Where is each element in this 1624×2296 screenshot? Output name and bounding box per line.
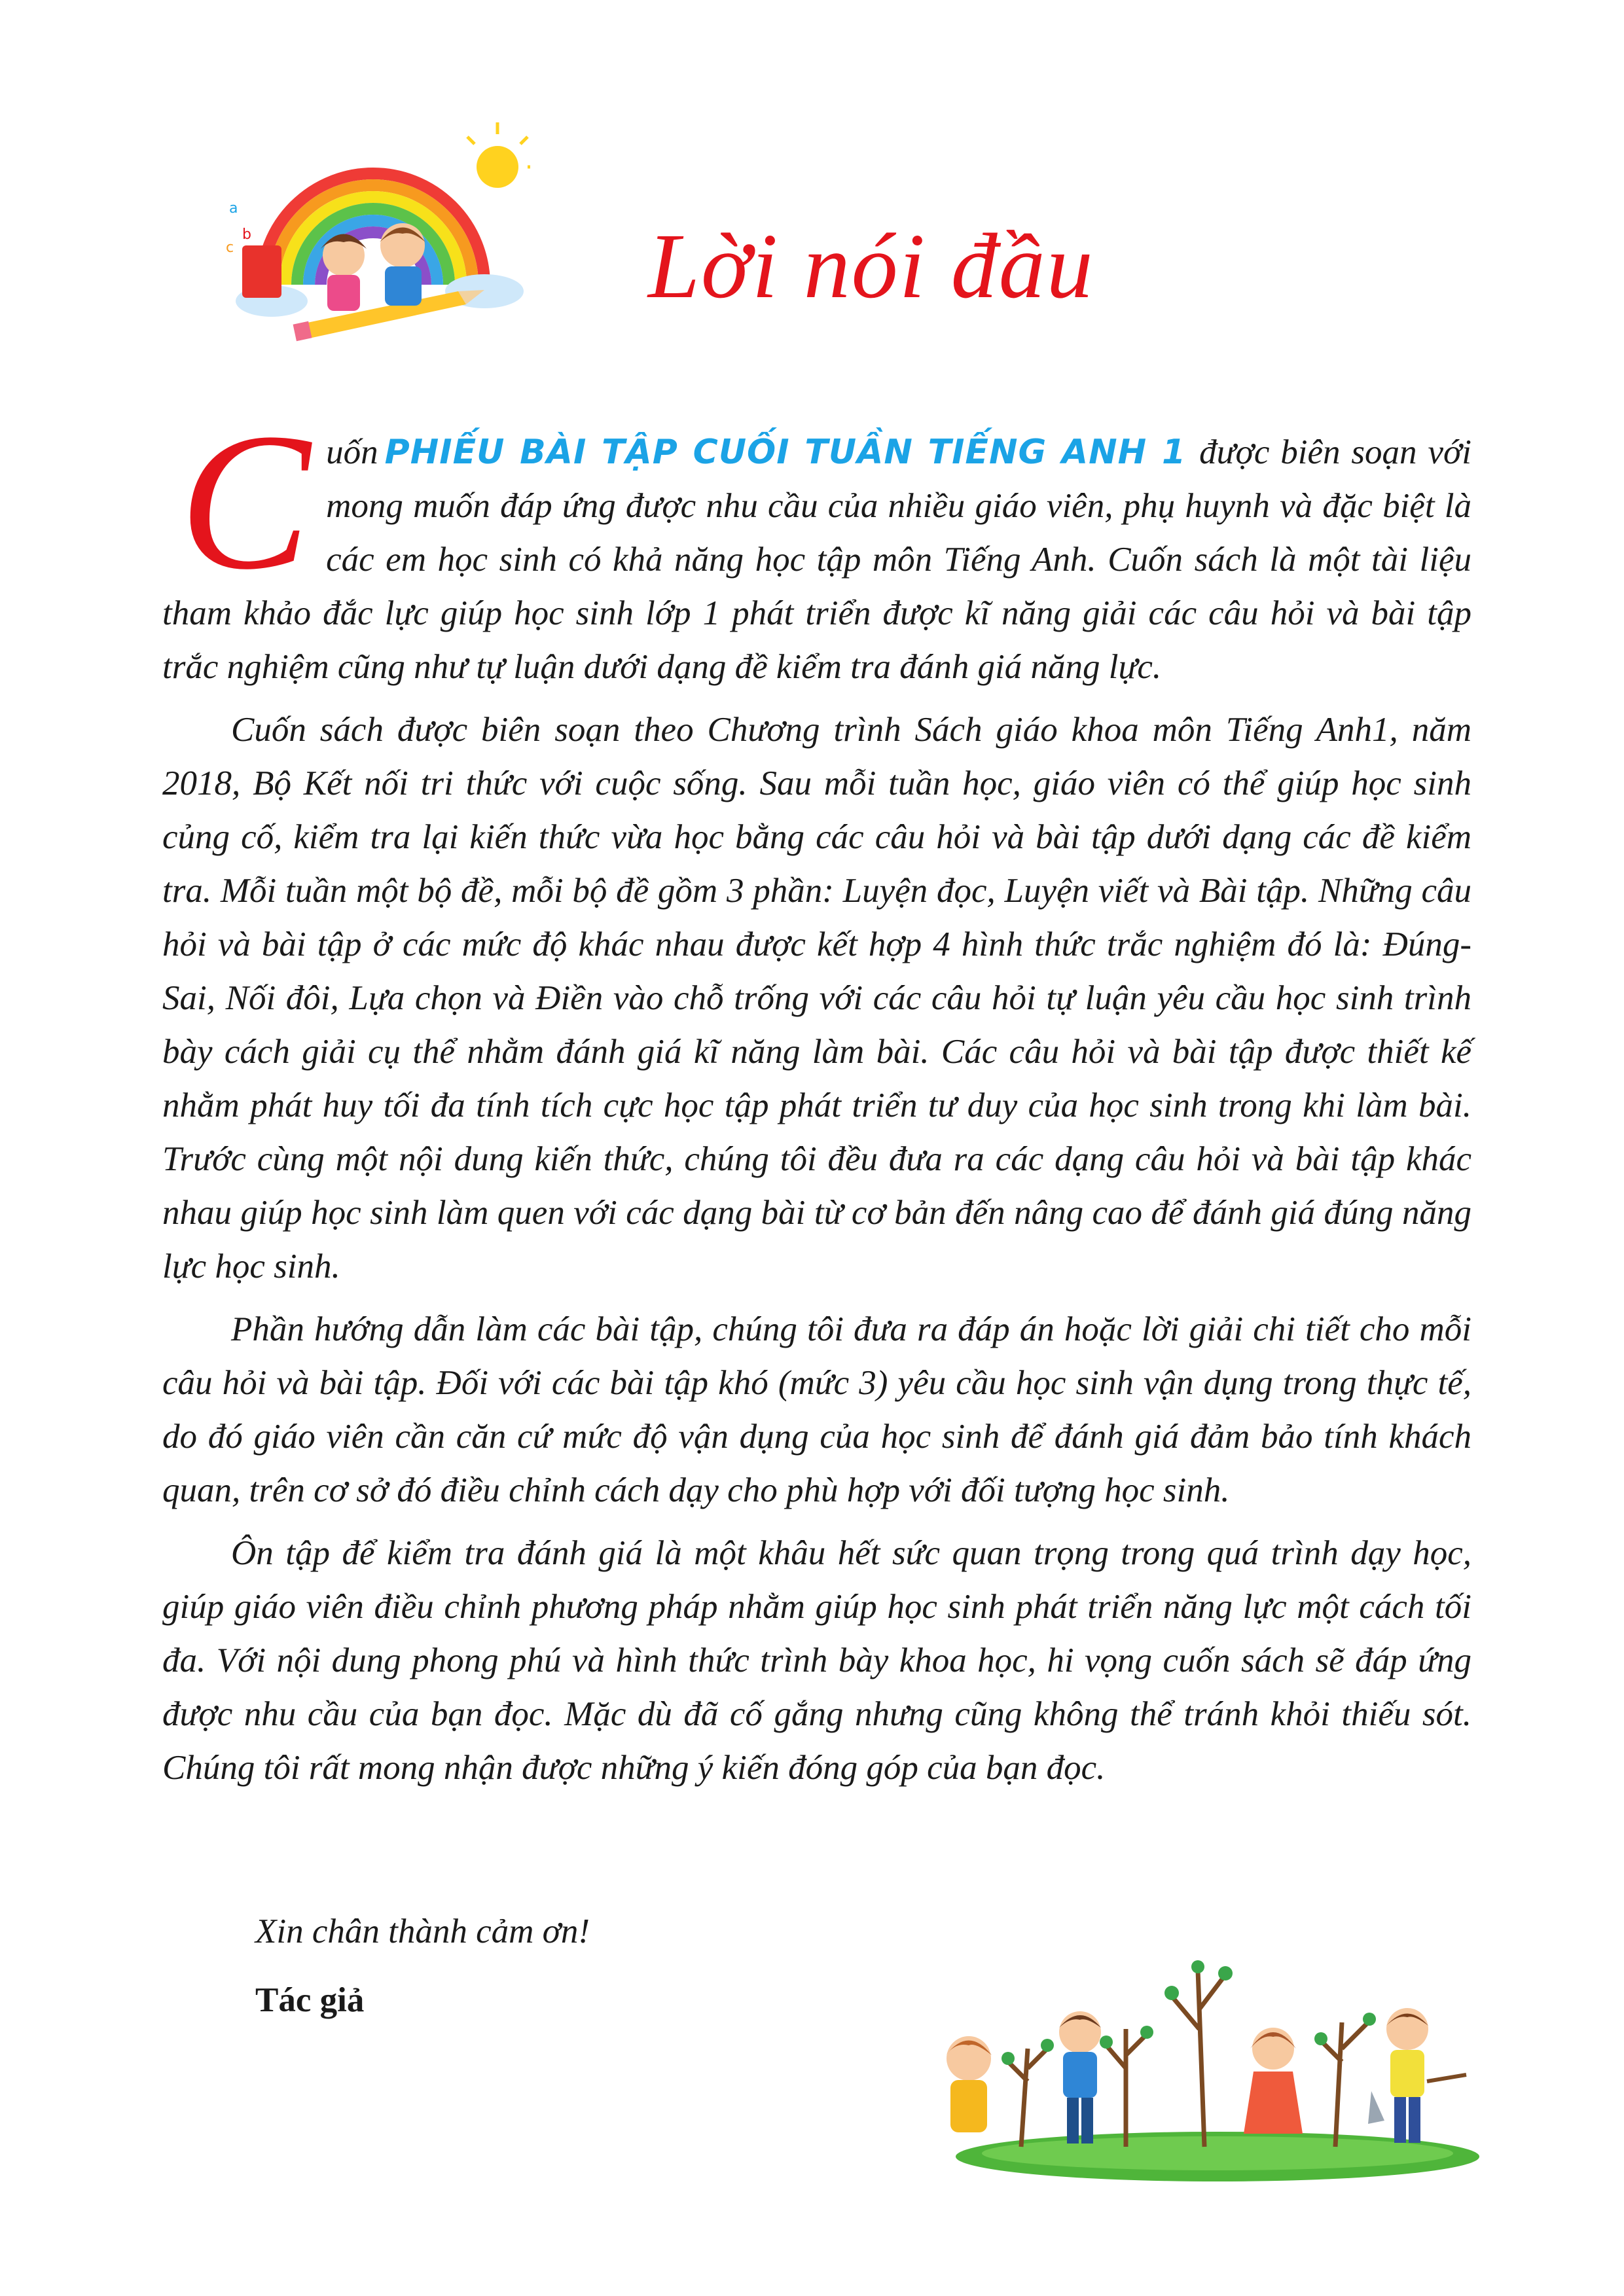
svg-text:a: a	[229, 200, 238, 217]
paragraph-4: Ôn tập để kiểm tra đánh giá là một khâu hết sức quan trọng trong quá trình dạy học, giúp giáo viên điều chỉnh phương pháp nhằm giúp học sinh phát triển năng lực một cách tối đa. Với nội dung phong phú và hình thức trình bày khoa học, hi vọng cuốn sách sẽ đáp ứng được nhu cầu của bạn đọc. Mặc dù đã cố gắng nhưng cũng không thể tránh khỏi thiếu sót. Chúng tôi rất mong nhận được những ý kiến đóng góp của bạn đọc.	[162, 1534, 1471, 1787]
drop-cap: C	[179, 393, 311, 610]
author-signature: Tác giả	[255, 1981, 365, 2019]
intro-text: được biên soạn với mong muốn đáp ứng được nhu cầu của nhiều giáo viên, phụ huynh và đặc biệt là các em học sinh có khả năng học tập môn Tiếng Anh. Cuốn sách là một tài liệu tham khảo đắc lực giúp học sinh lớp 1 phát triển được kĩ năng giải các câu hỏi và bài tập trắc nghiệm cũng như tự luận dưới dạng đề kiểm tra đánh giá năng lực.	[162, 433, 1471, 686]
intro-lead: uốn	[326, 433, 378, 471]
thanks-line: Xin chân thành cảm ơn!	[255, 1912, 590, 1950]
svg-text:b: b	[242, 226, 251, 243]
children-planting-trees-illustration	[910, 1950, 1499, 2186]
book-title: PHIẾU BÀI TẬP CUỐI TUẦN TIẾNG ANH 1	[384, 433, 1187, 472]
intro-paragraph	[162, 393, 1471, 694]
svg-text:c: c	[226, 240, 234, 256]
paragraph-3: Phần hướng dẫn làm các bài tập, chúng tôi đưa ra đáp án hoặc lời giải chi tiết cho mỗi câu hỏi và bài tập. Đối với các bài tập khó (mức 3) yêu cầu học sinh vận dụng trong thực tế, do đó giáo viên cần căn cứ mức độ vận dụng của học sinh để đánh giá đảm bảo tính khách quan, trên cơ sở đó điều chỉnh cách dạy cho phù hợp với đối tượng học sinh.	[162, 1310, 1471, 1509]
page-title: Lời nói đầu	[648, 214, 1094, 317]
children-rainbow-pencil-illustration	[223, 115, 537, 357]
preface-body	[162, 393, 1471, 1804]
paragraph-2: Cuốn sách được biên soạn theo Chương trình Sách giáo khoa môn Tiếng Anh1, năm 2018, Bộ Kết nối tri thức với cuộc sống. Sau mỗi tuần học, giáo viên có thể giúp học sinh củng cố, kiểm tra lại kiến thức vừa học bằng các câu hỏi và bài tập dưới dạng các đề kiểm tra. Mỗi tuần một bộ đề, mỗi bộ đề gồm 3 phần: Luyện đọc, Luyện viết và Bài tập. Những câu hỏi và bài tập ở các mức độ khác nhau được kết hợp 4 hình thức trắc nghiệm đó là: Đúng-Sai, Nối đôi, Lựa chọn và Điền vào chỗ trống với các câu hỏi tự luận yêu cầu học sinh trình bày cách giải cụ thể nhằm đánh giá kĩ năng làm bài. Các câu hỏi và bài tập được thiết kế nhằm phát huy tối đa tính tích cực học tập phát triển tư duy của học sinh trong khi làm bài. Trước cùng một nội dung kiến thức, chúng tôi đều đưa ra các dạng câu hỏi và bài tập khác nhau giúp học sinh làm quen với các dạng bài từ cơ bản đến nâng cao để đánh giá đúng năng lực học sinh.	[162, 711, 1471, 1285]
